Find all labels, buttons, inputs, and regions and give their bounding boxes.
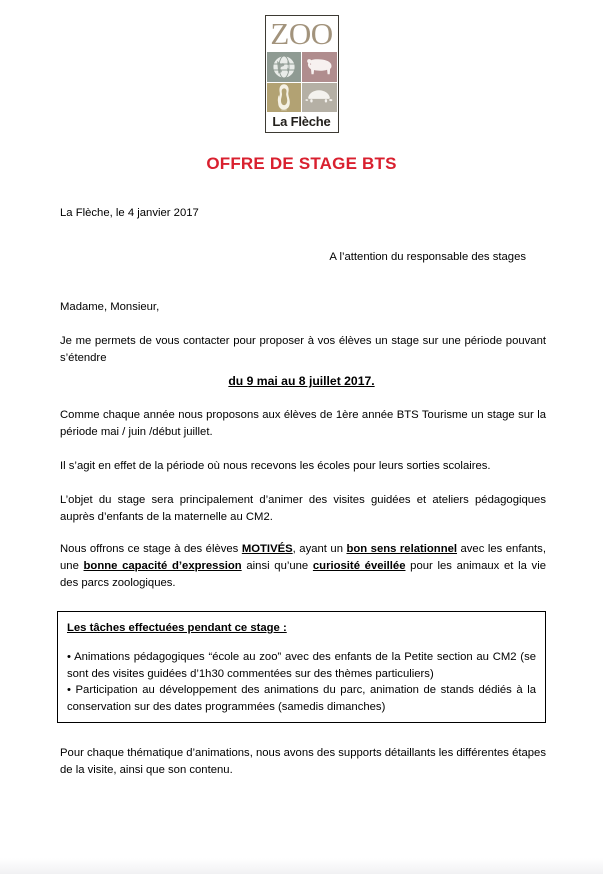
tasks-box-heading: Les tâches effectuées pendant ce stage : (67, 622, 287, 634)
paragraph-internship-object: L’objet du stage sera principalement d’animer des visites guidées et ateliers pédagogiques auprès d’enfants de la maternelle au CM2. (60, 494, 546, 523)
salutation: Madame, Monsieur, (60, 301, 160, 313)
penguin-icon (267, 83, 302, 113)
task-item: • Animations pédagogiques “école au zoo” avec des enfants de la Petite section au CM2 (se sont des visites guidées d’1h30 commentées sur des thèmes particuliers) (67, 651, 536, 680)
globe-icon (267, 52, 302, 82)
profile-text-2: , ayant un (292, 543, 347, 555)
polar-bear-icon (302, 52, 337, 82)
attention-line: A l’attention du responsable des stages (329, 251, 526, 263)
profile-text-4: ainsi qu’une (241, 560, 313, 572)
logo-icon-grid (266, 52, 338, 112)
profile-emphasis-relational: bon sens relationnel (346, 543, 458, 555)
closing-paragraph: Pour chaque thématique d’animations, nous avons des supports détaillants les différentes étapes de la visite, ainsi que son contenu. (60, 747, 546, 776)
profile-text-5: pour les animaux et la vie des parcs zoologiques. (60, 560, 546, 589)
profile-emphasis-motives: MOTIVÉS (241, 543, 293, 555)
profile-emphasis-curiosity: curiosité éveillée (312, 560, 406, 572)
logo-park-name: La Flèche (272, 114, 331, 129)
logo-wordmark: ZOO (270, 16, 333, 51)
page-bottom-shade (0, 858, 603, 874)
paragraph-school-visits: Il s’agit en effet de la période où nous recevons les écoles pour leurs sorties scolaires. (60, 460, 491, 472)
page-title: OFFRE DE STAGE BTS (206, 154, 397, 173)
intro-paragraph: Je me permets de vous contacter pour proposer à vos élèves un stage sur une période pouvant s’étendre (60, 335, 546, 364)
profile-text-1: Nous offrons ce stage à des élèves (60, 543, 242, 555)
zoo-logo (0, 15, 603, 133)
profile-text-3: avec les enfants, une (60, 543, 546, 572)
period-highlight-text: du 9 mai au 8 juillet 2017. (228, 374, 375, 388)
tortoise-icon (302, 83, 337, 113)
tasks-box (57, 611, 546, 723)
letter-body (57, 205, 546, 779)
task-item: • Participation au développement des animations du parc, animation de stands dédiés à la conservation sur des dates programmées (samedis dimanches) (67, 684, 536, 713)
logo-frame (265, 15, 339, 133)
place-and-date: La Flèche, le 4 janvier 2017 (60, 207, 199, 219)
profile-emphasis-expression: bonne capacité d’expression (83, 560, 242, 572)
period-highlight (57, 373, 546, 390)
paragraph-yearly-offer: Comme chaque année nous proposons aux élèves de 1ère année BTS Tourisme un stage sur la période mai / juin /début juillet. (60, 409, 546, 438)
paragraph-candidate-profile (60, 541, 546, 592)
